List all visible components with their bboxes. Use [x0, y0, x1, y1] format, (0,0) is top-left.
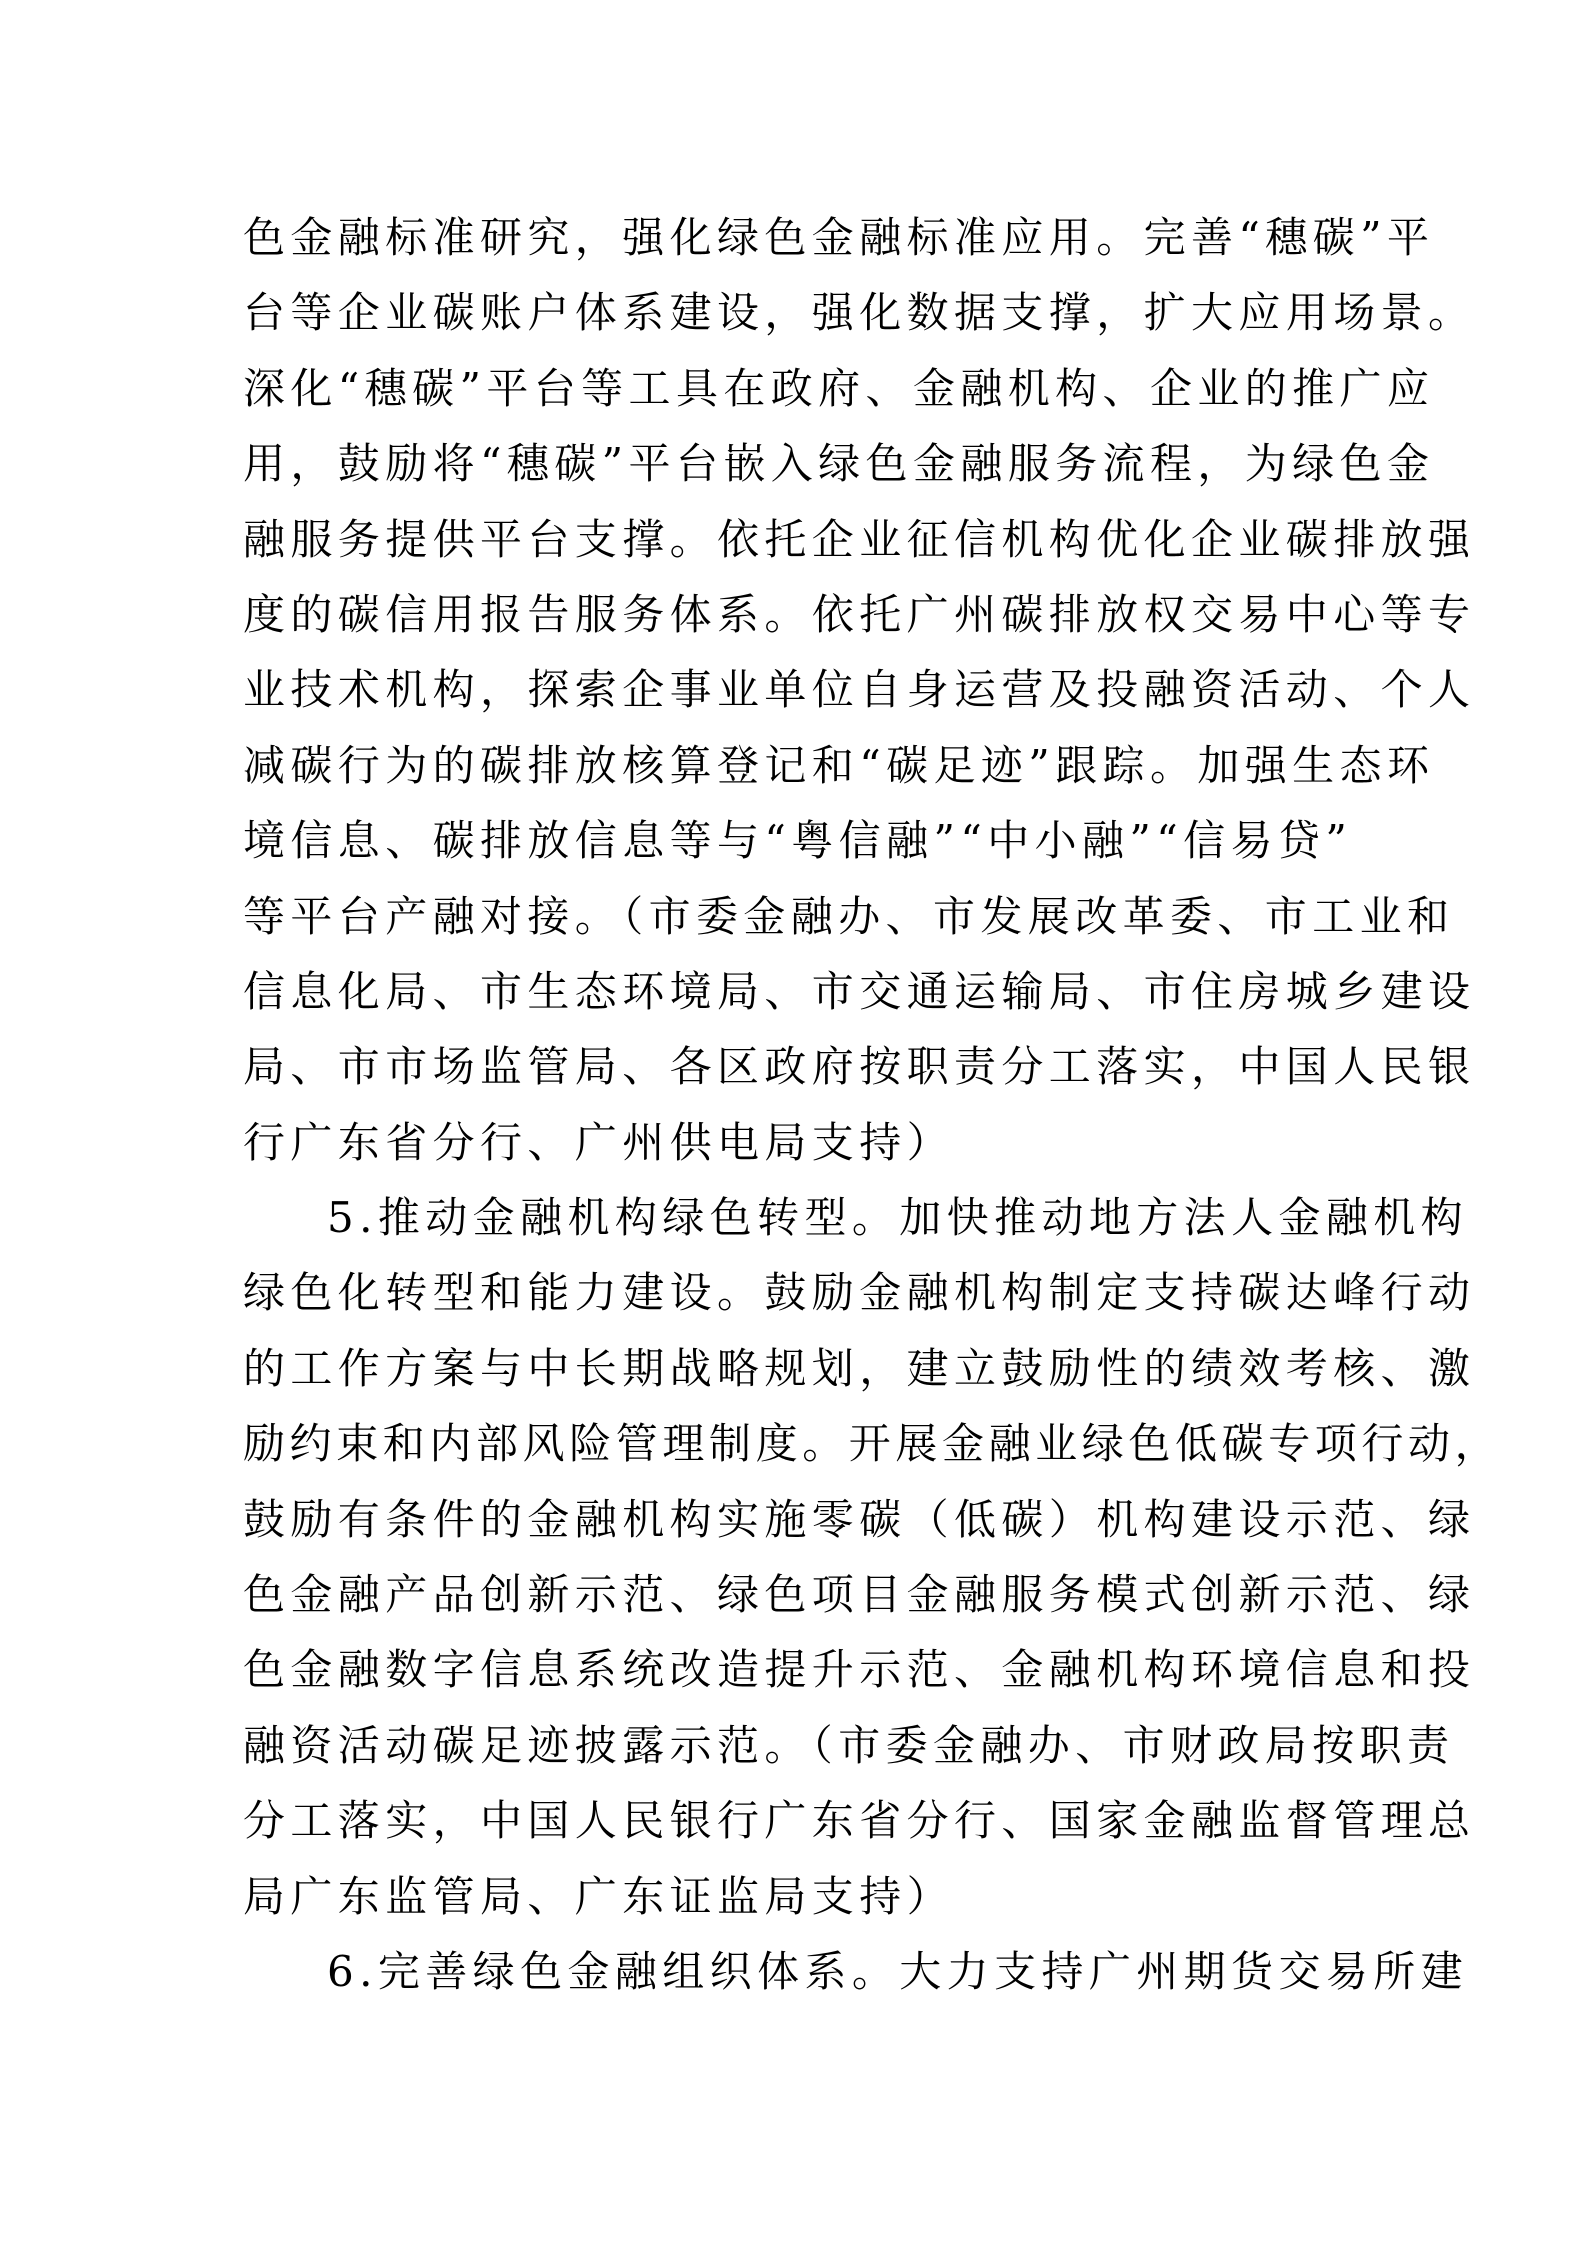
document-body — [243, 200, 1502, 2009]
text-line-3: 深化“穗碳”平台等工具在政府、金融机构、企业的推广应 — [243, 363, 1435, 413]
text-line-15: 绿色化转型和能力建设。鼓励金融机构制定支持碳达峰行动 — [243, 1268, 1476, 1318]
text-line-5: 融服务提供平台支撑。依托企业征信机构优化企业碳排放强 — [243, 514, 1476, 564]
text-line-22: 分工落实，中国人民银行广东省分行、国家金融监督管理总 — [243, 1796, 1476, 1846]
text-line-4: 用，鼓励将“穗碳”平台嵌入绿色金融服务流程，为绿色金 — [243, 439, 1435, 489]
text-line-2: 台等企业碳账户体系建设，强化数据支撑，扩大应用场景。 — [243, 288, 1476, 338]
text-line-8: 减碳行为的碳排放核算登记和“碳足迹”跟踪。加强生态环 — [243, 740, 1435, 790]
section-6-heading-line: 6.完善绿色金融组织体系。大力支持广州期货交易所建 — [327, 1946, 1469, 1996]
text-line-18: 鼓励有条件的金融机构实施零碳（低碳）机构建设示范、绿 — [243, 1494, 1476, 1544]
text-line-13: 行广东省分行、广州供电局支持） — [243, 1117, 955, 1167]
text-line-16: 的工作方案与中长期战略规划，建立鼓励性的绩效考核、激 — [243, 1343, 1476, 1393]
text-line-19: 色金融产品创新示范、绿色项目金融服务模式创新示范、绿 — [243, 1570, 1476, 1620]
text-line-11: 信息化局、市生态环境局、市交通运输局、市住房城乡建设 — [243, 966, 1476, 1016]
text-line-12: 局、市市场监管局、各区政府按职责分工落实，中国人民银 — [243, 1042, 1476, 1092]
text-line-7: 业技术机构，探索企事业单位自身运营及投融资活动、个人 — [243, 665, 1476, 715]
text-line-21: 融资活动碳足迹披露示范。（市委金融办、市财政局按职责 — [243, 1720, 1455, 1770]
text-line-9: 境信息、碳排放信息等与“粤信融”“中小融”“信易贷” — [243, 816, 1353, 866]
text-line-20: 色金融数字信息系统改造提升示范、金融机构环境信息和投 — [243, 1645, 1476, 1695]
text-line-17: 励约束和内部风险管理制度。开展金融业绿色低碳专项行动， — [243, 1419, 1502, 1469]
text-line-6: 度的碳信用报告服务体系。依托广州碳排放权交易中心等专 — [243, 589, 1476, 639]
text-line-1: 色金融标准研究，强化绿色金融标准应用。完善“穗碳”平 — [243, 213, 1435, 262]
section-5-heading-line: 5.推动金融机构绿色转型。加快推动地方法人金融机构 — [327, 1193, 1469, 1243]
text-line-23: 局广东监管局、广东证监局支持） — [243, 1871, 955, 1921]
text-line-10: 等平台产融对接。（市委金融办、市发展改革委、市工业和 — [243, 891, 1455, 941]
